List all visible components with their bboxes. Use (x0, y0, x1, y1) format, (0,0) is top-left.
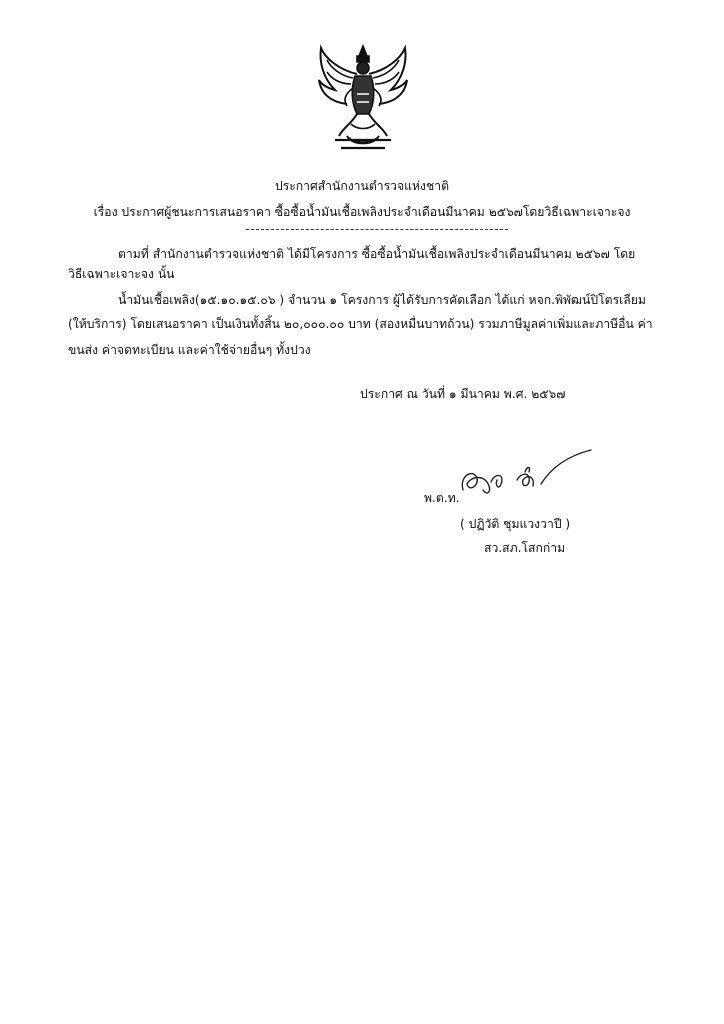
body-line-3: น้ำมันเชื้อเพลิง(๑๕.๑๐.๑๕.๐๖ ) จำนวน ๑ โครงการ ผู้ได้รับการคัดเลือก ได้แก่ หจก.พิพัฒน์ปิโตรเลียม (118, 293, 646, 307)
signatory-name: ( ปฏิวัติ ชุมแวงวาปี ) (460, 517, 571, 531)
announcement-date: ประกาศ ณ วันที่ ๑ มีนาคม พ.ศ. ๒๕๖๗ (360, 387, 566, 401)
agency-title: ประกาศสำนักงานตำรวจแห่งชาติ (274, 179, 450, 193)
separator-line (246, 229, 508, 230)
handwritten-signature (455, 446, 595, 506)
body-line-5: ขนส่ง ค่าจดทะเบียน และค่าใช้จ่ายอื่นๆ ทั้งปวง (68, 343, 311, 357)
garuda-emblem-icon (317, 44, 409, 156)
body-line-2: วิธีเฉพาะเจาะจง นั้น (68, 267, 175, 281)
body-line-1: ตามที่ สำนักงานตำรวจแห่งชาติ ได้มีโครงการ ซื้อซื้อน้ำมันเชื้อเพลิงประจำเดือนมีนาคม ๒๕๖๗ โดย (118, 247, 636, 261)
subject-line: เรื่อง ประกาศผู้ชนะการเสนอราคา ซื้อซื้อน้ำมันเชื้อเพลิงประจำเดือนมีนาคม ๒๕๖๗โดยวิธีเฉพาะเจาะจง (93, 205, 631, 219)
signatory-position: สว.สภ.โสกก่าม (484, 541, 566, 555)
signatory-rank: พ.ต.ท. (424, 491, 460, 505)
body-line-4: (ให้บริการ) โดยเสนอราคา เป็นเงินทั้งสิ้น ๒๐,๐๐๐.๐๐ บาท (สองหมื่นบาทถ้วน) รวมภาษีมูลค่าเพิ่มและภาษีอื่น ค่า (68, 317, 653, 331)
